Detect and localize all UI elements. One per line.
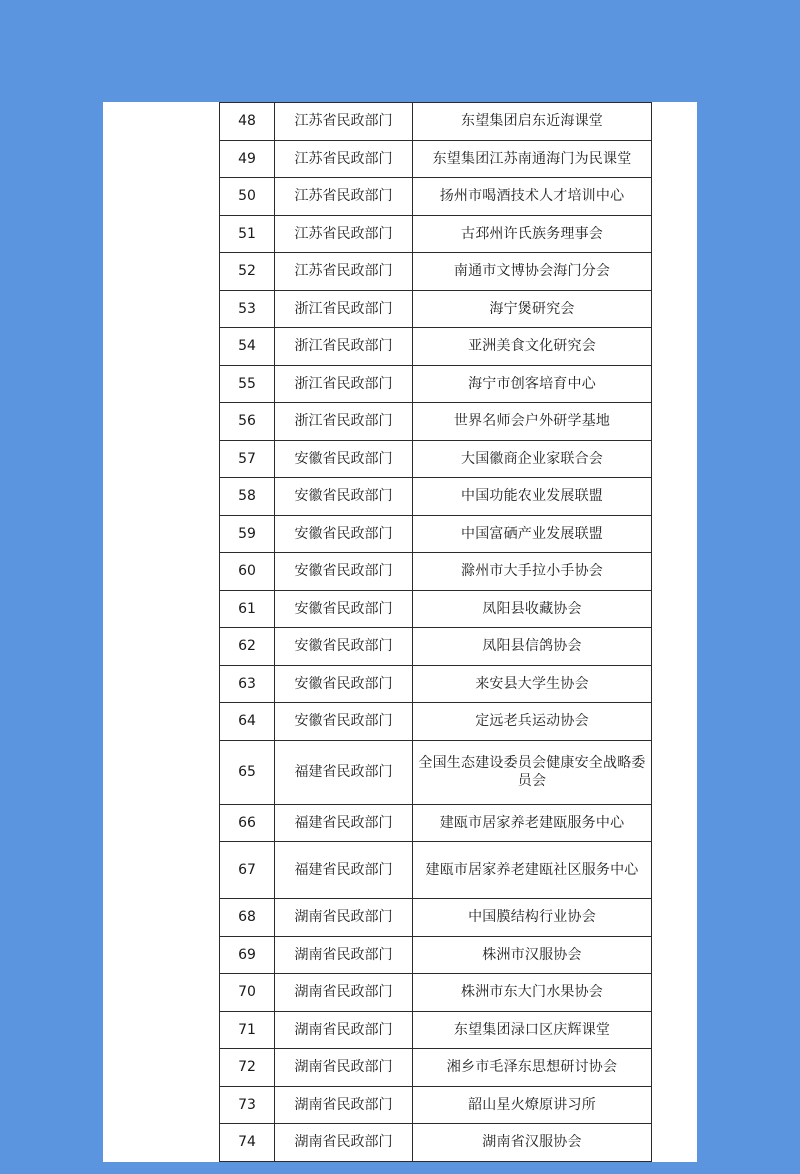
- department-cell: 安徽省民政部门: [275, 478, 413, 516]
- department-cell: 安徽省民政部门: [275, 590, 413, 628]
- department-cell: 湖南省民政部门: [275, 1086, 413, 1124]
- table-row: [220, 478, 652, 516]
- department-cell: 湖南省民政部门: [275, 1011, 413, 1049]
- table-row: [220, 842, 652, 899]
- organization-cell: 亚洲美食文化研究会: [413, 328, 652, 366]
- organization-cell: 定远老兵运动协会: [413, 703, 652, 741]
- table-row: [220, 974, 652, 1012]
- department-cell: 福建省民政部门: [275, 804, 413, 842]
- department-cell: 浙江省民政部门: [275, 403, 413, 441]
- table-row: [220, 253, 652, 291]
- organization-cell: 扬州市喝酒技术人才培训中心: [413, 178, 652, 216]
- table-row: [220, 1124, 652, 1162]
- organization-cell: 海宁市创客培育中心: [413, 365, 652, 403]
- table-row: [220, 628, 652, 666]
- organization-cell: 凤阳县收藏协会: [413, 590, 652, 628]
- row-number: 58: [220, 478, 275, 516]
- table-row: [220, 590, 652, 628]
- department-cell: 浙江省民政部门: [275, 365, 413, 403]
- organization-cell: 中国富硒产业发展联盟: [413, 515, 652, 553]
- department-cell: 江苏省民政部门: [275, 103, 413, 141]
- row-number: 59: [220, 515, 275, 553]
- row-number: 73: [220, 1086, 275, 1124]
- row-number: 55: [220, 365, 275, 403]
- organization-cell: 东望集团江苏南通海门为民课堂: [413, 140, 652, 178]
- department-cell: 湖南省民政部门: [275, 899, 413, 937]
- row-number: 61: [220, 590, 275, 628]
- row-number: 53: [220, 290, 275, 328]
- row-number: 56: [220, 403, 275, 441]
- organization-cell: 来安县大学生协会: [413, 665, 652, 703]
- organization-cell: 南通市文博协会海门分会: [413, 253, 652, 291]
- row-number: 68: [220, 899, 275, 937]
- table-row: [220, 1086, 652, 1124]
- organization-table: [219, 102, 652, 1162]
- organization-cell: 湖南省汉服协会: [413, 1124, 652, 1162]
- table-row: [220, 440, 652, 478]
- table-row: [220, 103, 652, 141]
- table-row: [220, 740, 652, 804]
- department-cell: 浙江省民政部门: [275, 328, 413, 366]
- organization-cell: 湘乡市毛泽东思想研讨协会: [413, 1049, 652, 1087]
- organization-cell: 凤阳县信鸽协会: [413, 628, 652, 666]
- organization-cell: 古邳州许氏族务理事会: [413, 215, 652, 253]
- department-cell: 江苏省民政部门: [275, 140, 413, 178]
- row-number: 69: [220, 936, 275, 974]
- document-page: [103, 102, 697, 1162]
- organization-cell: 中国膜结构行业协会: [413, 899, 652, 937]
- row-number: 50: [220, 178, 275, 216]
- row-number: 48: [220, 103, 275, 141]
- row-number: 70: [220, 974, 275, 1012]
- department-cell: 福建省民政部门: [275, 842, 413, 899]
- organization-cell: 全国生态建设委员会健康安全战略委员会: [413, 740, 652, 804]
- row-number: 72: [220, 1049, 275, 1087]
- department-cell: 福建省民政部门: [275, 740, 413, 804]
- row-number: 66: [220, 804, 275, 842]
- table-row: [220, 215, 652, 253]
- department-cell: 江苏省民政部门: [275, 178, 413, 216]
- department-cell: 湖南省民政部门: [275, 974, 413, 1012]
- department-cell: 湖南省民政部门: [275, 1124, 413, 1162]
- row-number: 57: [220, 440, 275, 478]
- department-cell: 安徽省民政部门: [275, 515, 413, 553]
- row-number: 49: [220, 140, 275, 178]
- table-row: [220, 553, 652, 591]
- organization-cell: 海宁煲研究会: [413, 290, 652, 328]
- department-cell: 江苏省民政部门: [275, 215, 413, 253]
- department-cell: 江苏省民政部门: [275, 253, 413, 291]
- table-row: [220, 140, 652, 178]
- organization-cell: 世界名师会户外研学基地: [413, 403, 652, 441]
- table-row: [220, 365, 652, 403]
- table-row: [220, 403, 652, 441]
- row-number: 62: [220, 628, 275, 666]
- department-cell: 浙江省民政部门: [275, 290, 413, 328]
- row-number: 54: [220, 328, 275, 366]
- organization-cell: 株洲市汉服协会: [413, 936, 652, 974]
- organization-cell: 中国功能农业发展联盟: [413, 478, 652, 516]
- row-number: 51: [220, 215, 275, 253]
- organization-cell: 大国徽商企业家联合会: [413, 440, 652, 478]
- row-number: 63: [220, 665, 275, 703]
- table-row: [220, 899, 652, 937]
- table-row: [220, 290, 652, 328]
- table-row: [220, 515, 652, 553]
- row-number: 71: [220, 1011, 275, 1049]
- department-cell: 安徽省民政部门: [275, 440, 413, 478]
- organization-cell: 东望集团渌口区庆辉课堂: [413, 1011, 652, 1049]
- department-cell: 安徽省民政部门: [275, 628, 413, 666]
- table-row: [220, 178, 652, 216]
- row-number: 52: [220, 253, 275, 291]
- department-cell: 安徽省民政部门: [275, 703, 413, 741]
- organization-cell: 建瓯市居家养老建瓯社区服务中心: [413, 842, 652, 899]
- organization-cell: 滁州市大手拉小手协会: [413, 553, 652, 591]
- table-row: [220, 665, 652, 703]
- department-cell: 湖南省民政部门: [275, 1049, 413, 1087]
- table-row: [220, 1011, 652, 1049]
- row-number: 65: [220, 740, 275, 804]
- department-cell: 安徽省民政部门: [275, 553, 413, 591]
- department-cell: 安徽省民政部门: [275, 665, 413, 703]
- row-number: 64: [220, 703, 275, 741]
- organization-cell: 建瓯市居家养老建瓯服务中心: [413, 804, 652, 842]
- organization-cell: 东望集团启东近海课堂: [413, 103, 652, 141]
- organization-cell: 韶山星火燎原讲习所: [413, 1086, 652, 1124]
- table-row: [220, 703, 652, 741]
- table-row: [220, 1049, 652, 1087]
- table-row: [220, 328, 652, 366]
- table-row: [220, 804, 652, 842]
- table-row: [220, 936, 652, 974]
- row-number: 60: [220, 553, 275, 591]
- row-number: 67: [220, 842, 275, 899]
- department-cell: 湖南省民政部门: [275, 936, 413, 974]
- organization-cell: 株洲市东大门水果协会: [413, 974, 652, 1012]
- row-number: 74: [220, 1124, 275, 1162]
